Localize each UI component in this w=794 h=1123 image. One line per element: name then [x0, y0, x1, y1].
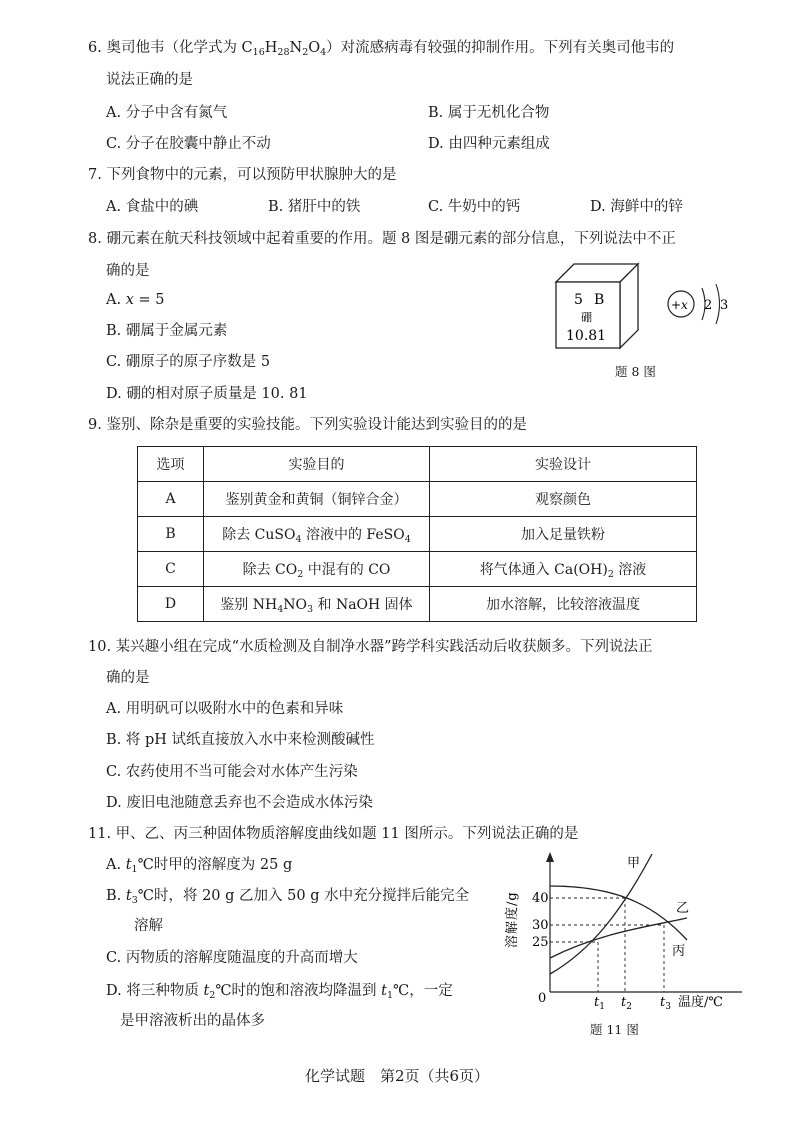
row-a-option: A: [138, 482, 204, 517]
y-axis-label: 溶解度/g: [505, 891, 520, 948]
q11-option-b: B. $t_3℃$时，将 20 g 乙加入 50 g 水中充分搅拌后能完全: [106, 888, 470, 906]
q7-option-d: D. 海鲜中的锌: [590, 199, 683, 215]
q8-option-b: B. 硼属于金属元素: [106, 323, 228, 339]
q6-option-a: A. 分子中含有氮气: [106, 105, 228, 121]
x-tick-t2: $t_2$: [621, 995, 632, 1012]
q10-option-b: B. 将 pH 试纸直接放入水中来检测酸碱性: [106, 732, 375, 748]
curve-yi: [550, 918, 687, 958]
curve-bing: [550, 886, 690, 940]
x-tick-t1: $t_1$: [594, 995, 605, 1012]
page-footer: 化学试题 第2页（共6页）: [304, 1067, 490, 1085]
q7-option-b: B. 猪肝中的铁: [268, 199, 361, 215]
card-symbol: B: [594, 292, 605, 308]
label-yi: 乙: [676, 901, 690, 916]
row-a-design: 观察颜色: [430, 482, 697, 517]
y-tick-40: 40: [532, 891, 549, 906]
q8-stem-cont: 确的是: [106, 263, 150, 279]
table-header-row: [138, 447, 697, 482]
row-d-option: D: [138, 587, 204, 622]
q6-option-b: B. 属于无机化合物: [428, 105, 550, 121]
q6-option-d: D. 由四种元素组成: [428, 136, 550, 152]
row-b-option: B: [138, 517, 204, 552]
q10-option-a: A. 用明矾可以吸附水中的色素和异味: [106, 701, 344, 717]
row-c-option: C: [138, 552, 204, 587]
q7-option-a: A. 食盐中的碘: [106, 199, 199, 215]
table-row: [138, 552, 697, 587]
figure-8-caption: 题 8 图: [615, 364, 656, 379]
table-row: [138, 517, 697, 552]
q7-option-c: C. 牛奶中的钙: [428, 199, 521, 215]
q11-option-d-cont: 是甲溶液析出的晶体多: [120, 1013, 265, 1029]
row-b-goal: 除去 CuSO$_4$ 溶液中的 FeSO$_4$: [204, 517, 430, 552]
row-d-goal: 鉴别 $NH_4NO_3$ 和 NaOH 固体: [204, 587, 430, 622]
x-tick-t3: $t_3$: [660, 995, 671, 1012]
atom-shell1-count: 2: [704, 298, 713, 313]
boron-element-card: [554, 262, 640, 350]
y-tick-25: 25: [532, 935, 549, 950]
q8-option-c: C. 硼原子的原子序数是 5: [106, 354, 271, 370]
q10-stem-cont: 确的是: [106, 670, 150, 686]
solubility-chart: [502, 852, 752, 1012]
card-mass: 10.81: [566, 328, 607, 344]
q8-option-d: D. 硼的相对原子质量是 10. 81: [106, 386, 308, 402]
table-row: [138, 482, 697, 517]
q6-option-c: C. 分子在胶囊中静止不动: [106, 136, 271, 152]
figure-11-caption: 题 11 图: [590, 1022, 639, 1037]
x-axis-label: 温度/℃: [678, 995, 723, 1010]
row-a-goal: 鉴别黄金和黄铜（铜锌合金）: [204, 482, 430, 517]
guide-lines: [550, 898, 664, 992]
row-d-design: 加水溶解，比较溶液温度: [430, 587, 697, 622]
q11-option-c: C. 丙物质的溶解度随温度的升高而增大: [106, 950, 358, 966]
q6-stem: 6. 奥司他韦（化学式为 $C_{16}H_{28}N_2O_4$）对流感病毒有较强的抑制作用。下列有关奥司他韦的: [88, 40, 675, 58]
table-row: [138, 587, 697, 622]
q11-option-d: D. 将三种物质 $t_2℃$时的饱和溶液均降温到 $t_1℃$，一定: [106, 983, 453, 1001]
header-design: 实验设计: [430, 447, 697, 482]
row-c-goal: 除去 $CO_2$ 中混有的 CO: [204, 552, 430, 587]
atom-shell2-count: 3: [720, 298, 729, 313]
q7-stem: 7. 下列食物中的元素，可以预防甲状腺肿大的是: [88, 167, 397, 183]
q10-option-d: D. 废旧电池随意丢弃也不会造成水体污染: [106, 795, 373, 811]
curve-jia: [550, 854, 652, 974]
q8-option-a: A. x = 5: [106, 292, 165, 308]
header-goal: 实验目的: [204, 447, 430, 482]
q11-option-b-cont: 溶解: [134, 918, 163, 934]
q9-stem: 9. 鉴别、除杂是重要的实验技能。下列实验设计能达到实验目的的是: [88, 417, 527, 433]
label-bing: 丙: [672, 944, 686, 959]
row-b-design: 加入足量铁粉: [430, 517, 697, 552]
row-c-design: 将气体通入 $Ca(OH)_2$ 溶液: [430, 552, 697, 587]
origin-label: 0: [538, 991, 547, 1006]
card-name: 硼: [581, 311, 592, 324]
q11-stem: 11. 甲、乙、丙三种固体物质溶解度曲线如题 11 图所示。下列说法正确的是: [88, 826, 579, 842]
q6-stem-cont: 说法正确的是: [106, 72, 193, 88]
card-atomic-number: 5: [574, 292, 583, 308]
q11-option-a: A. $t_1℃$时甲的溶解度为 25 g: [106, 857, 293, 875]
q10-stem: 10. 某兴趣小组在完成“水质检测及自制净水器”跨学科实践活动后收获颇多。下列说法正: [88, 639, 653, 655]
q9-experiment-table: [137, 446, 697, 622]
atom-nucleus-label: +x: [671, 298, 688, 312]
header-option: 选项: [138, 447, 204, 482]
q10-option-c: C. 农药使用不当可能会对水体产生污染: [106, 764, 358, 780]
label-jia: 甲: [627, 856, 641, 871]
boron-atom-structure-diagram: [664, 280, 734, 330]
y-tick-30: 30: [532, 918, 549, 933]
q8-stem: 8. 硼元素在航天科技领域中起着重要的作用。题 8 图是硼元素的部分信息，下列说法中不正: [88, 231, 676, 247]
